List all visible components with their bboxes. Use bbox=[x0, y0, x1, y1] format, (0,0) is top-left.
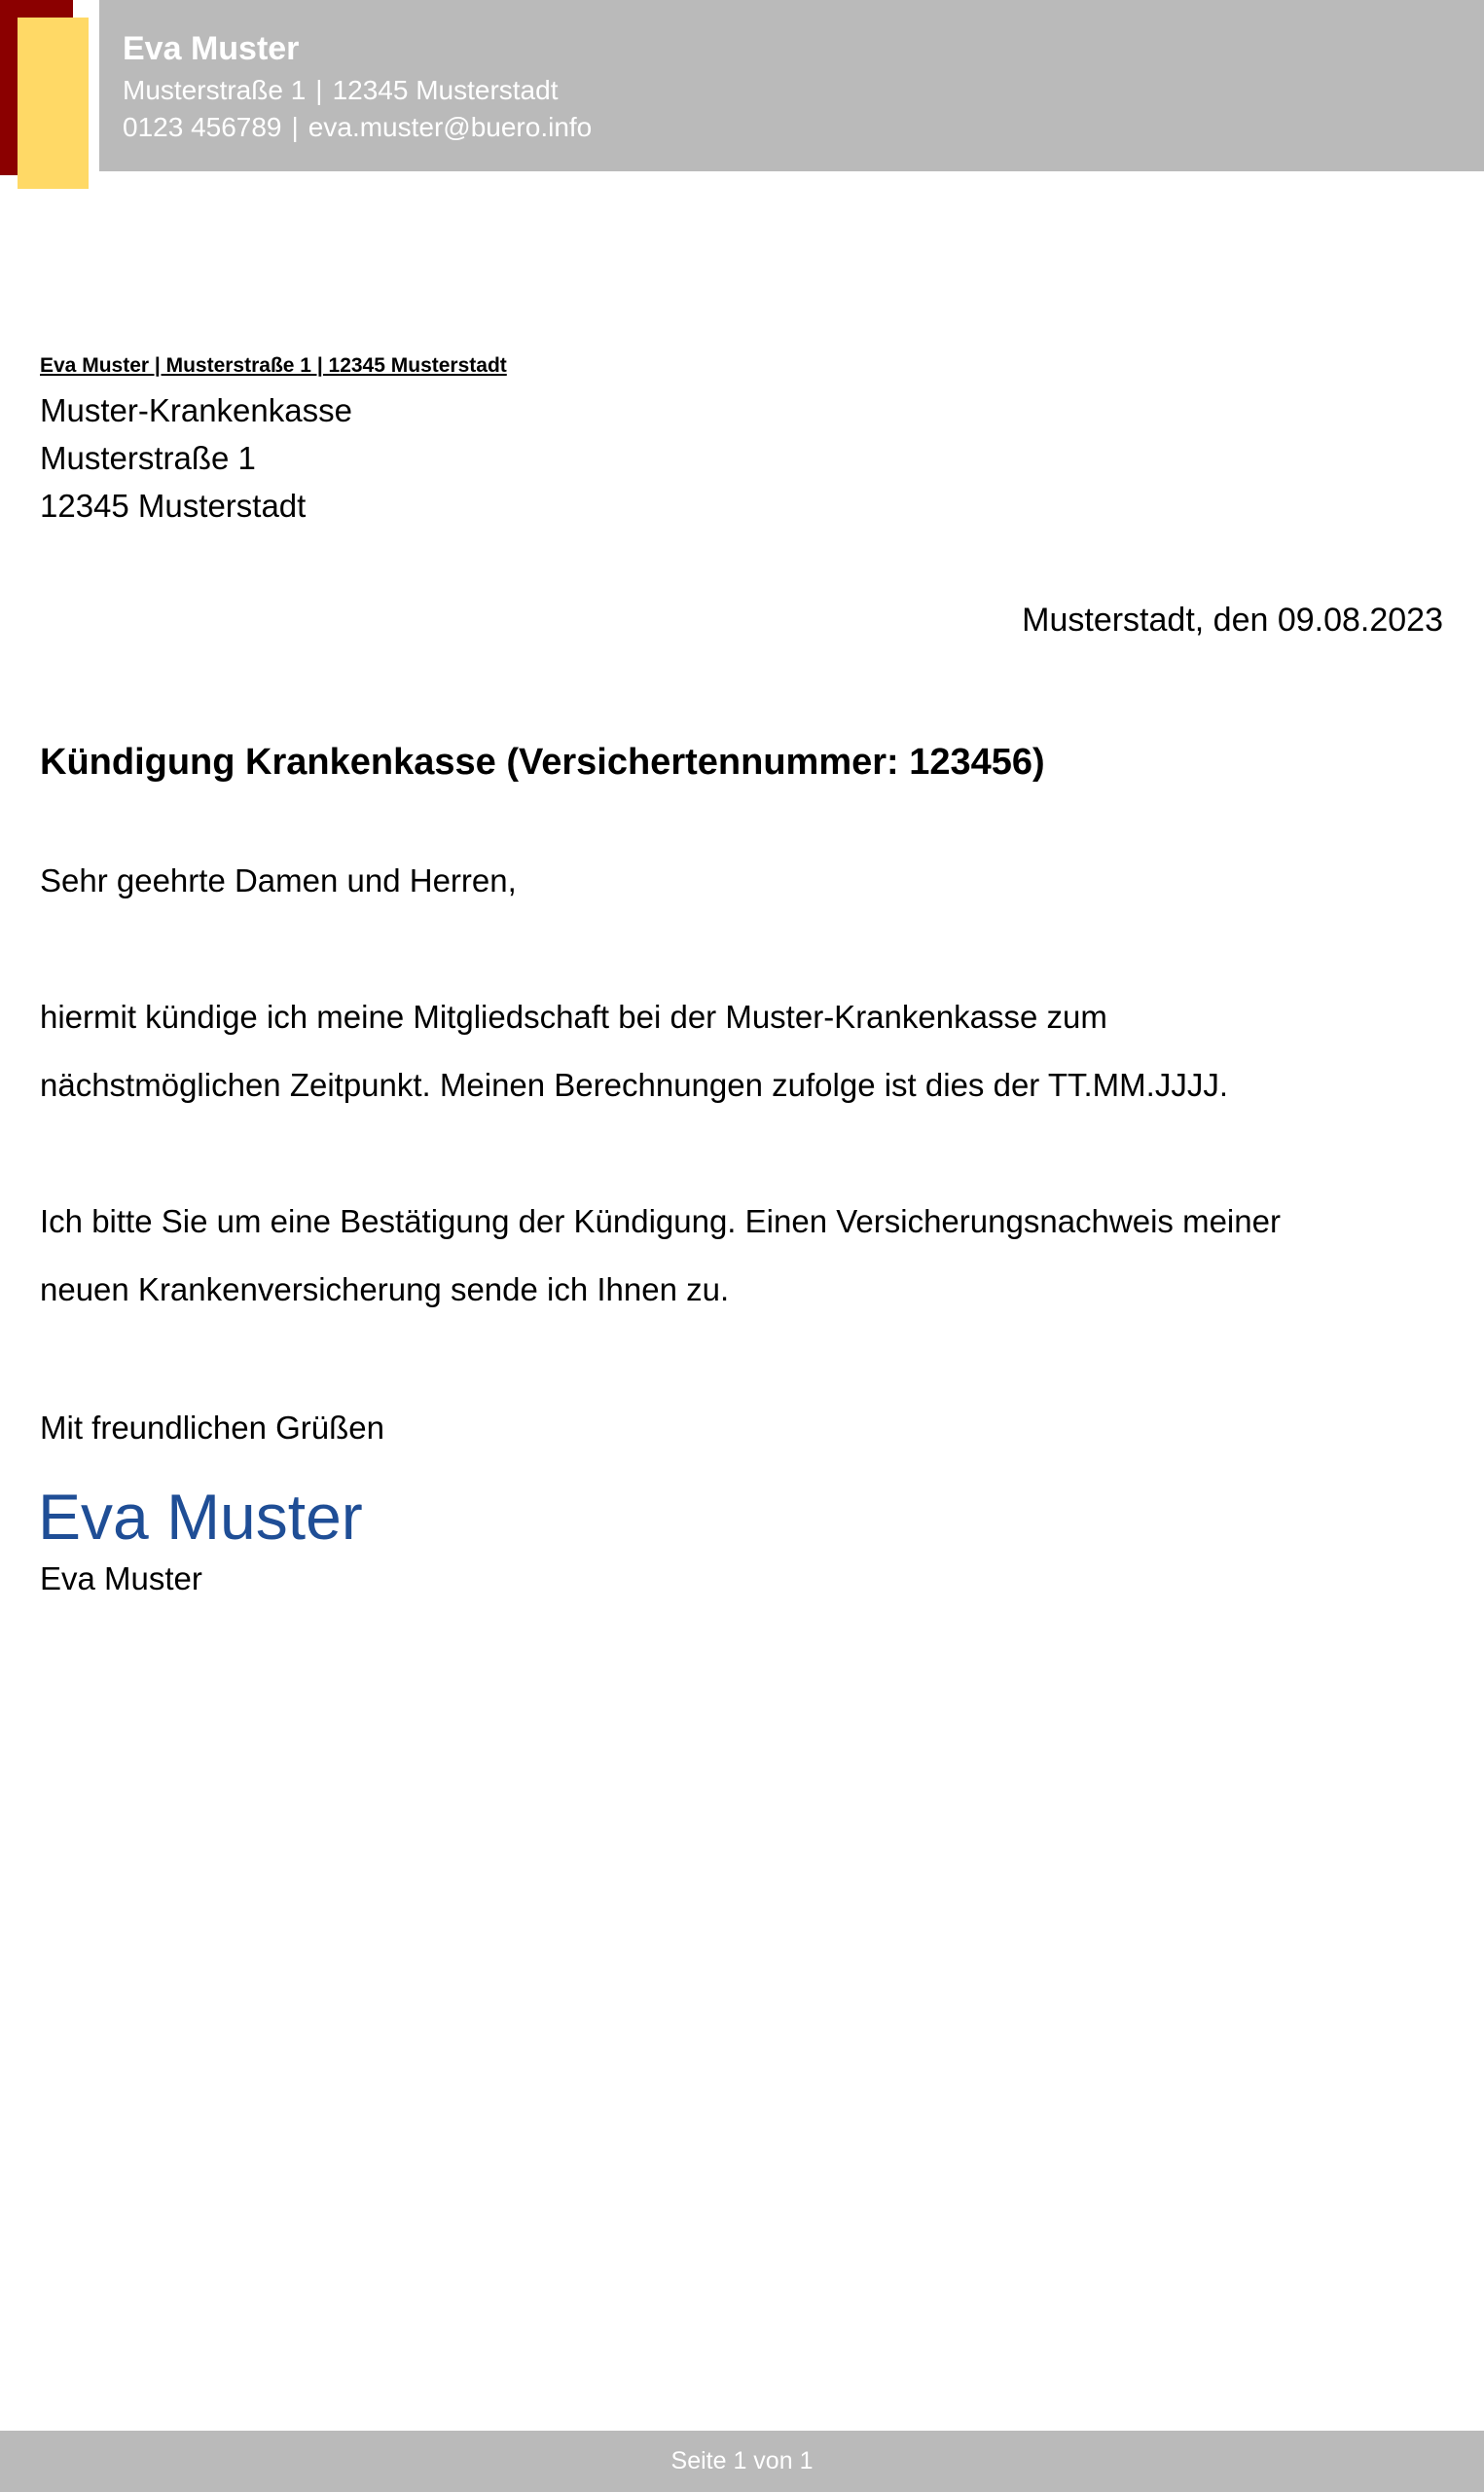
letter-date: Musterstadt, den 09.08.2023 bbox=[1022, 602, 1443, 639]
body-paragraph-1-line-1: hiermit kündige ich meine Mitgliedschaft bei der Muster-Krankenkasse zum bbox=[40, 999, 1107, 1035]
page-number: Seite 1 von 1 bbox=[670, 2447, 814, 2474]
body-paragraph-1-line-2: nächstmöglichen Zeitpunkt. Meinen Berechnungen zufolge ist dies der TT.MM.JJJJ. bbox=[40, 1067, 1228, 1103]
logo-yellow-block bbox=[18, 18, 89, 189]
letterhead-contact bbox=[123, 111, 592, 144]
typed-name: Eva Muster bbox=[40, 1560, 202, 1596]
letterhead bbox=[99, 0, 1484, 171]
footer bbox=[0, 2431, 1484, 2492]
letterhead-city: 12345 Musterstadt bbox=[332, 75, 559, 105]
letterhead-email: eva.muster@buero.info bbox=[308, 112, 593, 142]
separator: | bbox=[291, 112, 299, 142]
salutation: Sehr geehrte Damen und Herren, bbox=[40, 862, 517, 898]
letterhead-name: Eva Muster bbox=[123, 30, 300, 67]
body-paragraph-1 bbox=[40, 983, 1228, 1119]
letter-subject: Kündigung Krankenkasse (Versichertennummer: 123456) bbox=[40, 742, 1045, 783]
separator: | bbox=[315, 75, 323, 105]
body-paragraph-2-line-1: Ich bitte Sie um eine Bestätigung der Kündigung. Einen Versicherungsnachweis meiner bbox=[40, 1203, 1281, 1239]
recipient-city: 12345 Musterstadt bbox=[40, 488, 307, 524]
letterhead-street: Musterstraße 1 bbox=[123, 75, 307, 105]
sender-return-line: Eva Muster | Musterstraße 1 | 12345 Musterstadt bbox=[40, 354, 507, 377]
letterhead-address bbox=[123, 74, 558, 107]
recipient-name: Muster-Krankenkasse bbox=[40, 392, 352, 428]
signature: Eva Muster bbox=[38, 1481, 363, 1553]
recipient-street: Musterstraße 1 bbox=[40, 440, 256, 476]
letterhead-phone: 0123 456789 bbox=[123, 112, 282, 142]
body-paragraph-2 bbox=[40, 1188, 1281, 1324]
recipient-address bbox=[40, 386, 352, 530]
body-paragraph-2-line-2: neuen Krankenversicherung sende ich Ihnen zu. bbox=[40, 1271, 730, 1307]
closing: Mit freundlichen Grüßen bbox=[40, 1410, 384, 1446]
